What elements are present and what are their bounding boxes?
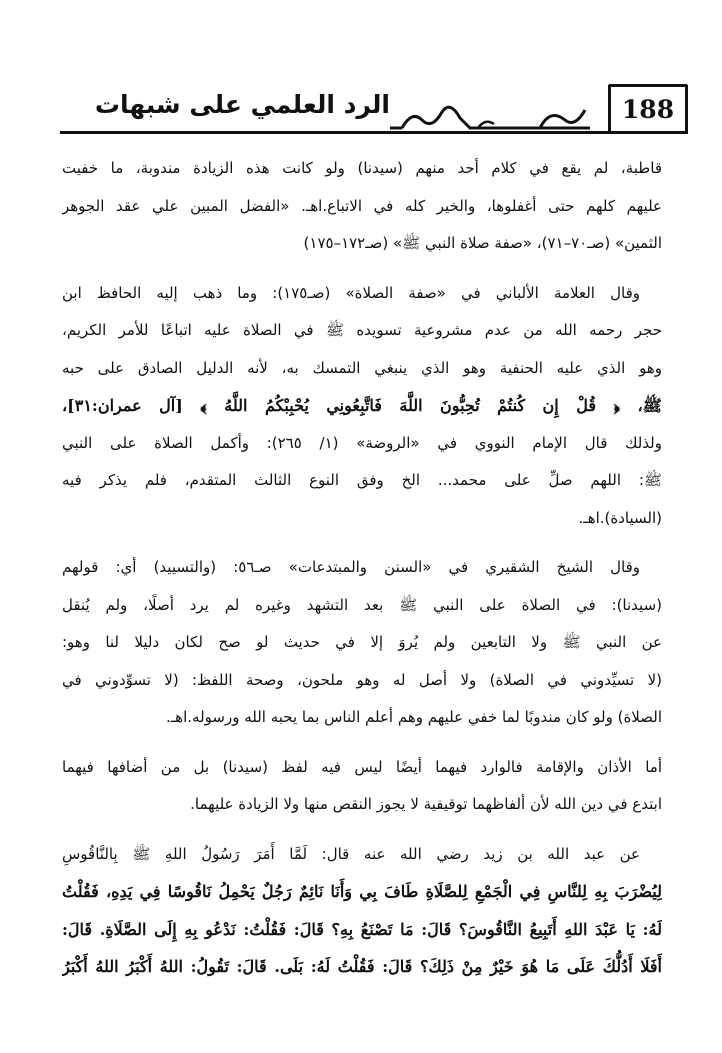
text-line: قاطبة، لم يقع في كلام أحد منهم (سيدنا) ولو كانت هذه الزيادة مندوبة، ما خفيت [62,159,662,177]
header-divider [60,131,688,134]
text-line: الثمين» (صـ٧٠–٧١)، «صفة صلاة النبي ﷺ» (صـ١٧٢–١٧٥) [303,234,662,252]
text-line: ابتدع في دين الله لأن ألفاظهما توقيفية لا يجوز النقص منها ولا الزيادة عليهما. [190,795,662,813]
running-title: الرد العلمي على شبهات [94,90,390,119]
hadith-line: لِيُضْرَبَ بِهِ لِلنَّاسِ فِي الْجَمْعِ لِلصَّلَاةِ طَافَ بِي وَأَنَا نَائِمٌ رَجُلٌ يَحْمِلُ نَاقُوسًا فِي يَدِهِ، فَقُلْتُ [62,882,662,901]
paragraph-5 [62,836,662,986]
hadith-line: أَفَلَا أَدُلُّكَ عَلَى مَا هُوَ خَيْرٌ مِنْ ذَلِكَ؟ قَالَ: فَقُلْتُ لَهُ: بَلَى. قَالَ: تَقُولُ: اللهُ أَكْبَرُ اللهُ أَكْبَرُ [62,957,662,976]
ornament-icon [390,90,590,130]
text-line: عن عبد الله بن زيد رضي الله عنه قال: لَمَّا أَمَرَ رَسُولُ اللهِ ﷺ بِالنَّاقُوسِ [62,844,640,863]
text-line: أما الأذان والإقامة فالوارد فيهما أيضًا ليس فيه لفظ (سيدنا) بل من أضافها فيهما [62,757,662,776]
paragraph-3 [62,549,662,737]
text-line: عن النبي ﷺ ولا التابعين ولم يُروَ إلا في حديث لو صح لكان دليلا لنا وهو: [62,633,662,651]
text-line: وقال العلامة الألباني في «صفة الصلاة» (صـ١٧٥): وما ذهب إليه الحافظ ابن [62,283,640,302]
main-text [62,150,662,986]
hadith-line: لَهُ: يَا عَبْدَ اللهِ أَتَبِيعُ النَّاقُوسَ؟ قَالَ: مَا تَصْنَعُ بِهِ؟ قَالَ: فَقُلْتُ: نَدْعُو بِهِ إِلَى الصَّلَاةِ. قَالَ: [62,919,662,939]
quran-verse-line: ﷺ، ﴿ قُلْ إِن كُنتُمْ تُحِبُّونَ اللَّهَ فَاتَّبِعُونِي يُحْبِبْكُمُ اللَّهُ ﴾ [آل عمران:٣١]، [62,396,662,415]
paragraph-4 [62,749,662,824]
page-header [60,84,688,146]
text-line: (لا تسيِّدوني في الصلاة) ولا أصل له وهو ملحون، وصحة اللفظ: (لا تسوِّدوني في [62,670,662,689]
text-line: وقال الشيخ الشقيري في «السنن والمبتدعات» صـ٥٦: (والتسييد) أي: قولهم [62,558,641,576]
text-line: وهو الذي عليه الحنفية وهو الذي ينبغي التمسك به، لأنه الدليل الصادق على حبه [62,358,662,377]
paragraph-2 [62,275,662,538]
text-line: الصلاة) ولو كان مندوبًا لما خفي عليهم وهم أعلم الناس بما يحبه الله ورسوله.اهـ. [166,708,662,726]
text-line: ولذلك قال الإمام النووي في «الروضة» (١/ ٢٦٥): وأكمل الصلاة على النبي [62,433,662,452]
text-line: حجر رحمه الله من عدم مشروعية تسويده ﷺ في الصلاة عليه اتباعًا للأمر الكريم، [62,321,662,339]
page-number: 188 [608,84,688,134]
paragraph-1 [62,150,662,263]
text-line: (السيادة).اهـ. [578,508,662,527]
text-line: عليهم كلهم حتى أغفلوها، والخير كله في الاتباع.اهـ. «الفضل المبين علي عقد الجوهر [62,196,662,215]
text-line: ﷺ: اللهم صلِّ على محمد... الخ وفق النوع الثالث المتقدم، فلم يذكر فيه [62,471,662,489]
text-line: (سيدنا): في الصلاة على النبي ﷺ بعد التشهد وغيره لم يرد أصلًا، ولم يُنقل [62,595,662,614]
